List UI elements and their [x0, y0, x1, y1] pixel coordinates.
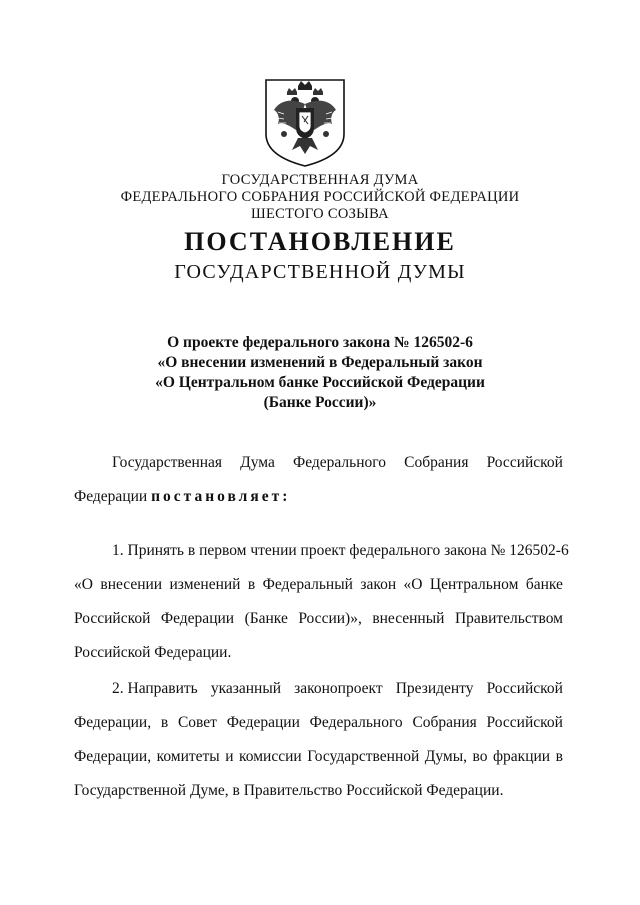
- word: и: [225, 748, 234, 765]
- word: закон: [360, 576, 397, 593]
- word: Собрания: [404, 454, 469, 471]
- preamble: [74, 446, 563, 514]
- paragraph-line: [74, 568, 563, 602]
- word: Федерации: [74, 488, 148, 505]
- word: внесении: [100, 576, 163, 593]
- word: Федерации,: [74, 714, 152, 731]
- coat-of-arms-icon: [262, 76, 348, 168]
- word: Федерации: [226, 714, 300, 731]
- paragraph-1: [74, 534, 569, 670]
- header-line-convocation: ШЕСТОГО СОЗЫВА: [251, 206, 389, 222]
- word: Собрания: [412, 714, 477, 731]
- paragraph-line: [74, 602, 563, 636]
- header-line-duma: ГОСУДАРСТВЕННАЯ ДУМА: [221, 172, 419, 188]
- word: в: [247, 576, 256, 593]
- word: Государственной: [307, 748, 420, 765]
- paragraph-line: Государственной Думе, в Правительство Российской Федерации.: [74, 782, 504, 799]
- law-title-line: О проекте федерального закона № 126502-6: [167, 334, 473, 351]
- word: внесенный: [372, 610, 445, 627]
- word: Российской: [486, 714, 563, 731]
- word: в: [555, 748, 563, 765]
- paragraph-line: [74, 706, 563, 740]
- law-title-line: (Банке России)»: [263, 394, 377, 411]
- word: 2. Направить: [112, 680, 198, 697]
- preamble-line: [74, 480, 563, 514]
- word: в: [160, 714, 169, 731]
- document-subtitle: ГОСУДАРСТВЕННОЙ ДУМЫ: [174, 261, 466, 283]
- word: комитеты: [156, 748, 220, 765]
- preamble-line: [74, 446, 563, 480]
- word: Правительством: [454, 610, 563, 627]
- word: Совет: [177, 714, 217, 731]
- word: Государственная: [112, 454, 223, 471]
- word: банке: [525, 576, 563, 593]
- word: России)»,: [298, 610, 362, 627]
- header-line-federal-assembly: ФЕДЕРАЛЬНОГО СОБРАНИЯ РОССИЙСКОЙ ФЕДЕРАЦИИ: [120, 189, 520, 205]
- word: Федерального: [292, 454, 387, 471]
- law-title-line: «О внесении изменений в Федеральный закон: [157, 354, 483, 371]
- word: (Банке: [244, 610, 288, 627]
- word: изменений: [169, 576, 241, 593]
- word: Дума: [240, 454, 275, 471]
- word: Федеральный: [262, 576, 353, 593]
- paragraph-2: [74, 672, 563, 808]
- word: Федерации,: [74, 748, 152, 765]
- word: «О: [74, 576, 93, 593]
- word: «О: [403, 576, 423, 593]
- word: Думы,: [424, 748, 468, 765]
- document-title: ПОСТАНОВЛЕНИЕ: [184, 227, 456, 256]
- word: Федерального: [309, 714, 403, 731]
- word: указанный: [210, 680, 282, 697]
- word: Центральном: [429, 576, 519, 593]
- word: Федерации: [160, 610, 235, 627]
- word: Президенту: [395, 680, 474, 697]
- word: Российской: [74, 610, 151, 627]
- paragraph-line: Российской Федерации.: [74, 644, 232, 661]
- law-title: [0, 333, 640, 413]
- word: Российской: [486, 680, 563, 697]
- law-title-line: «О Центральном банке Российской Федерации: [155, 374, 485, 391]
- word: комиссии: [239, 748, 302, 765]
- word: Российской: [486, 454, 563, 471]
- word: законопроект: [294, 680, 383, 697]
- paragraph-line: [74, 740, 563, 774]
- paragraph-line: [74, 672, 563, 706]
- resolves-word: постановляет:: [151, 488, 291, 505]
- paragraph-line: 1. Принять в первом чтении проект федерального закона № 126502-6: [112, 542, 569, 559]
- word: во: [472, 748, 488, 765]
- word: фракции: [492, 748, 551, 765]
